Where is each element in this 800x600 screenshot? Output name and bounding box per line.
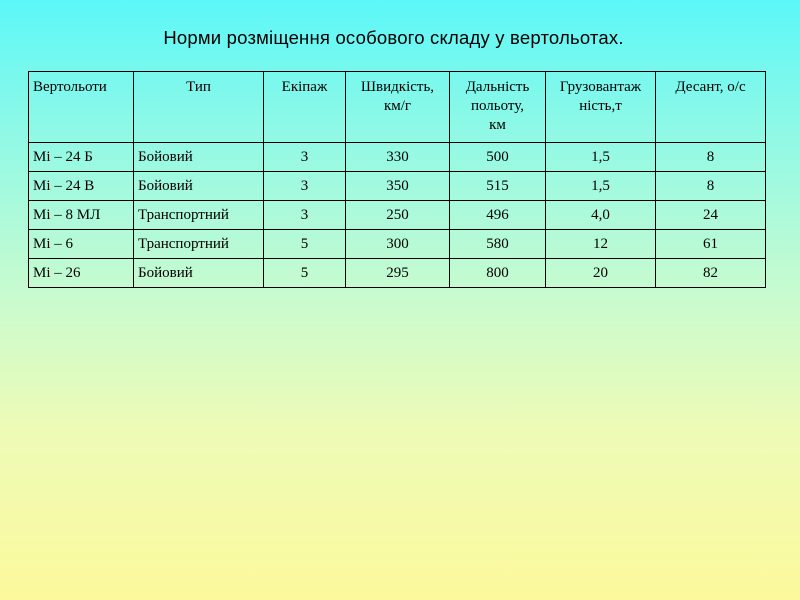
slide-title: Норми розміщення особового складу у вертольотах. bbox=[163, 27, 624, 48]
header-speed: Швидкість, км/г bbox=[346, 72, 450, 143]
table-row bbox=[29, 172, 766, 201]
cell-range: 500 bbox=[450, 143, 546, 172]
table-row bbox=[29, 230, 766, 259]
cell-range: 515 bbox=[450, 172, 546, 201]
cell-speed: 330 bbox=[346, 143, 450, 172]
cell-payload: 20 bbox=[546, 259, 656, 288]
cell-range: 580 bbox=[450, 230, 546, 259]
cell-crew: 5 bbox=[264, 230, 346, 259]
cell-payload: 12 bbox=[546, 230, 656, 259]
table-header-row bbox=[29, 72, 766, 143]
cell-type: Транспортний bbox=[134, 230, 264, 259]
cell-troops: 82 bbox=[656, 259, 766, 288]
cell-payload: 1,5 bbox=[546, 143, 656, 172]
cell-speed: 295 bbox=[346, 259, 450, 288]
cell-helicopter: Мі – 26 bbox=[29, 259, 134, 288]
cell-speed: 350 bbox=[346, 172, 450, 201]
header-helicopters: Вертольоти bbox=[29, 72, 134, 143]
cell-helicopter: Мі – 8 МЛ bbox=[29, 201, 134, 230]
table-row bbox=[29, 201, 766, 230]
header-crew: Екіпаж bbox=[264, 72, 346, 143]
header-payload: Грузовантаж ність,т bbox=[546, 72, 656, 143]
cell-payload: 4,0 bbox=[546, 201, 656, 230]
cell-type: Транспортний bbox=[134, 201, 264, 230]
cell-troops: 61 bbox=[656, 230, 766, 259]
cell-speed: 250 bbox=[346, 201, 450, 230]
cell-range: 800 bbox=[450, 259, 546, 288]
cell-type: Бойовий bbox=[134, 259, 264, 288]
header-type: Тип bbox=[134, 72, 264, 143]
table-row bbox=[29, 143, 766, 172]
helicopter-norms-table bbox=[28, 71, 766, 288]
cell-type: Бойовий bbox=[134, 143, 264, 172]
cell-payload: 1,5 bbox=[546, 172, 656, 201]
cell-type: Бойовий bbox=[134, 172, 264, 201]
cell-troops: 8 bbox=[656, 172, 766, 201]
cell-crew: 3 bbox=[264, 172, 346, 201]
cell-crew: 5 bbox=[264, 259, 346, 288]
cell-crew: 3 bbox=[264, 143, 346, 172]
cell-range: 496 bbox=[450, 201, 546, 230]
cell-troops: 8 bbox=[656, 143, 766, 172]
table-row bbox=[29, 259, 766, 288]
cell-helicopter: Мі – 24 В bbox=[29, 172, 134, 201]
cell-helicopter: Мі – 6 bbox=[29, 230, 134, 259]
cell-crew: 3 bbox=[264, 201, 346, 230]
header-troops: Десант, о/с bbox=[656, 72, 766, 143]
cell-speed: 300 bbox=[346, 230, 450, 259]
header-range: Дальність польоту, км bbox=[450, 72, 546, 143]
cell-troops: 24 bbox=[656, 201, 766, 230]
cell-helicopter: Мі – 24 Б bbox=[29, 143, 134, 172]
